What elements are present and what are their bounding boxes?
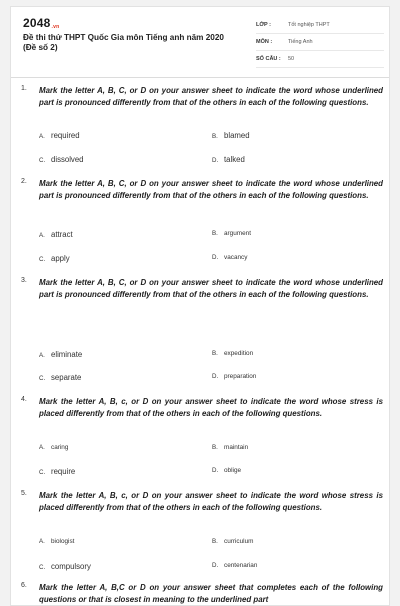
meta-key: LỚP :: [256, 22, 271, 28]
option-c[interactable]: C. compulsory: [39, 562, 91, 571]
meta-value: Tiếng Anh: [288, 39, 313, 45]
question-text: Mark the letter A, B, C, or D on your answer sheet to indicate the word whose underlined part is pronounced differently from that of the others in each of the following questions.: [39, 86, 383, 107]
option-c[interactable]: C. require: [39, 467, 76, 476]
meta-value: Tốt nghiệp THPT: [288, 22, 330, 28]
exam-meta: [256, 17, 384, 68]
option-c[interactable]: C. apply: [39, 254, 70, 263]
question-text: Mark the letter A, B, C, or D on your answer sheet to indicate the word whose underlined part is pronounced differently from that of the others in each of the following questions.: [39, 278, 383, 299]
question-text: Mark the letter A, B, C, or D on your answer sheet to indicate the word whose underlined part is pronounced differently from that of the others in each of the following questions.: [39, 179, 383, 200]
question-number: 5.: [21, 490, 27, 497]
meta-key: MÔN :: [256, 39, 273, 45]
question-number: 2.: [21, 178, 27, 185]
exam-sheet: [10, 6, 390, 606]
option-b[interactable]: B. maintain: [212, 444, 249, 451]
option-d[interactable]: D. vacancy: [212, 254, 248, 261]
meta-key: SỐ CÂU :: [256, 56, 281, 62]
question-text: Mark the letter A, B, c, or D on your answer sheet to indicate the word whose stress is placed differently from that of the others in each of the following questions.: [39, 491, 383, 512]
option-d[interactable]: D. preparation: [212, 373, 257, 380]
option-a[interactable]: A. eliminate: [39, 350, 83, 359]
option-c[interactable]: C. separate: [39, 373, 82, 382]
header-divider: [11, 77, 389, 78]
option-d[interactable]: D. centenarian: [212, 562, 258, 569]
option-b[interactable]: B. expedition: [212, 350, 254, 357]
meta-row-class: [256, 17, 384, 34]
option-b[interactable]: B. blamed: [212, 131, 250, 140]
meta-row-subject: [256, 34, 384, 51]
option-b[interactable]: B. argument: [212, 230, 251, 237]
question-text: Mark the letter A, B, c, or D on your answer sheet to indicate the word whose stress is placed differently from that of the others in each of the following questions.: [39, 397, 383, 418]
option-a[interactable]: A. required: [39, 131, 80, 140]
question-number: 3.: [21, 277, 27, 284]
question-number: 1.: [21, 85, 27, 92]
option-c[interactable]: C. dissolved: [39, 155, 84, 164]
option-d[interactable]: D. oblige: [212, 467, 242, 474]
option-a[interactable]: A. biologist: [39, 538, 75, 545]
meta-row-question-count: [256, 51, 384, 68]
question-text: Mark the letter A, B,C or D on your answer sheet that completes each of the following questions or that is closest in meaning to the underlined part: [39, 583, 383, 604]
meta-value: 50: [288, 56, 295, 62]
exam-title: Đề thi thử THPT Quốc Gia môn Tiếng anh năm 2020 (Đề số 2): [23, 33, 224, 52]
option-a[interactable]: A. attract: [39, 230, 73, 239]
option-a[interactable]: A. caring: [39, 444, 69, 451]
option-d[interactable]: D. talked: [212, 155, 245, 164]
site-logo[interactable]: 2048.vn: [23, 16, 60, 30]
option-b[interactable]: B. curriculum: [212, 538, 254, 545]
exam-header: [11, 7, 389, 75]
question-number: 6.: [21, 582, 27, 589]
question-number: 4.: [21, 396, 27, 403]
